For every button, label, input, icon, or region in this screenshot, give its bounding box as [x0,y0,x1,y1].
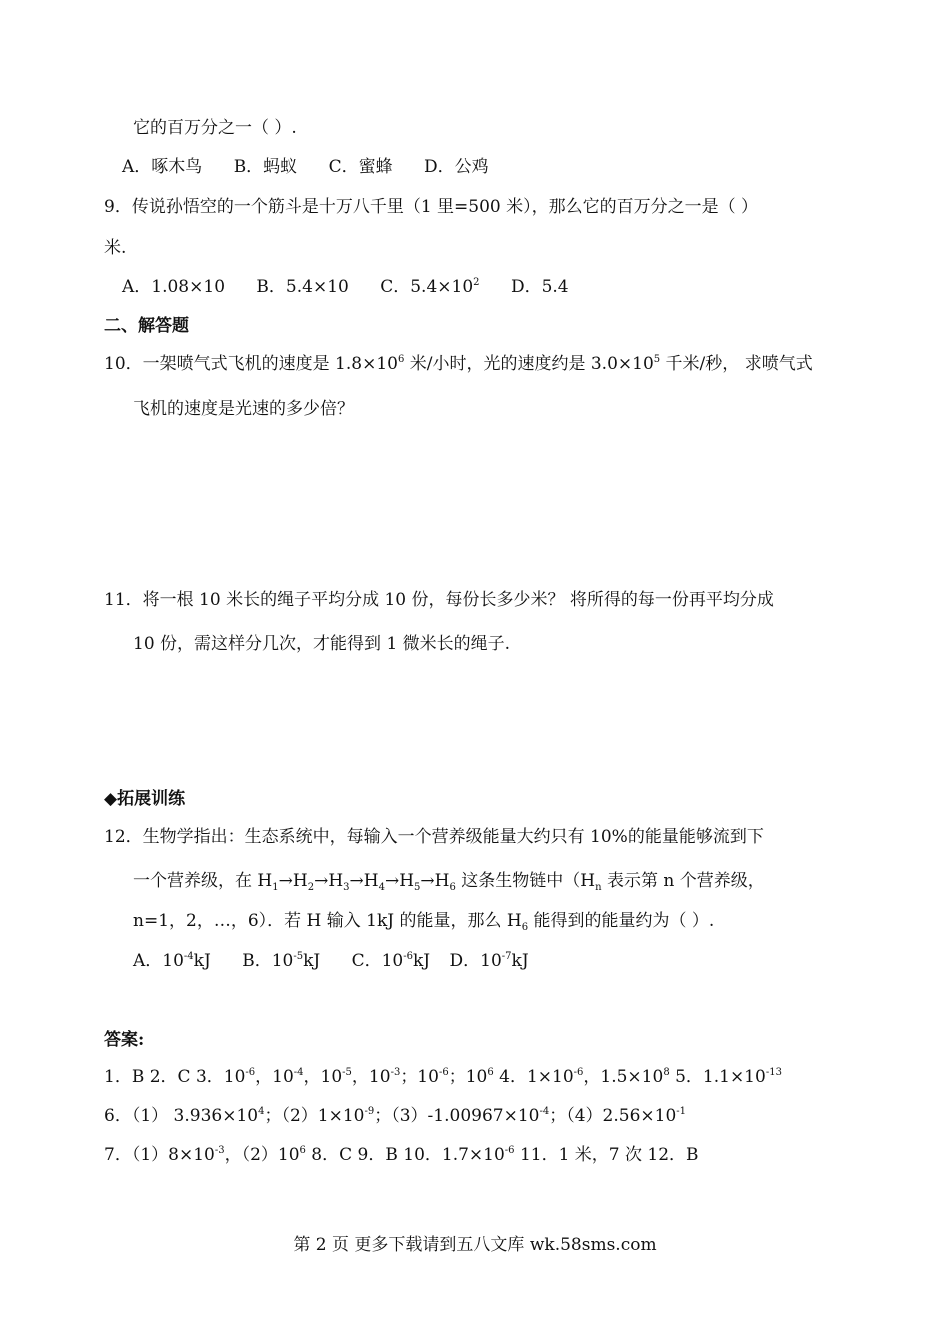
q12-option-d: D．$10^{-7}kJ$ [449,951,529,971]
q9-option-d: D．5.4 [510,277,569,297]
answers-heading: 答案: [104,1030,145,1050]
q9-option-a: A．1.08×10 [122,277,226,297]
q9-option-b: B．5.4×10 [256,277,349,297]
q12-option-a: A．$10^{-4}kJ$ [133,951,211,971]
q11-stem: 11．将一根 10 米长的绳子平均分成 10 份，每份长多少米？ 将所得的每一份再平均分成 [104,590,774,610]
page-footer: 第 2 页 更多下载请到五八文库 wk.58sms.com [293,1235,657,1255]
q9-stem-unit: 米. [104,238,127,258]
q11-stem-continuation: 10 份，需这样分几次，才能得到 1 微米长的绳子. [133,634,511,654]
q9-stem: 9．传说孙悟空的一个筋斗是十万八千里（1 里=500 米），那么它的百万分之一是（ ） [104,197,759,217]
q8-option-d: D．公鸡 [424,157,489,177]
section-heading-solutions: 二、解答题 [104,316,189,336]
section-heading-extension: ◆拓展训练 [104,789,186,809]
q9-option-c: C．$5.4\times 10^2$ [380,277,480,297]
q10-stem-continuation: 飞机的速度是光速的多少倍？ [133,399,354,419]
q8-stem-continuation: 它的百万分之一（ ）. [133,118,297,138]
q12-option-b: B．$10^{-5}kJ$ [242,951,321,971]
q12-options [133,950,529,972]
q12-option-c: C．$10^{-6}kJ$ [351,951,431,971]
q9-options [122,276,569,298]
q8-option-b: B．蚂蚁 [233,157,298,177]
answers-row-3: 7．$(1)8\times 10^{-3}$，$(2)10^6$ 8．C 9．B 10．$1.7\times 10^{-6}$ 11．1 米，7 次 12．B [104,1145,699,1165]
q8-option-a: A．啄木鸟 [122,157,203,177]
q8-option-c: C．蜜蜂 [328,157,393,177]
q12-stem-chain-line: 一个营养级，在 $H_1\to H_2\to H_3\to H_4\to H_5\to H_6$ 这条生物链中（$H_n$ 表示第 n 个营养级， [133,871,765,893]
q10-stem: 10．一架喷气式飞机的速度是 $1.8\times 10^6$ 米/小时，光的速度约是 $3.0\times 10^5$ 千米/秒， 求喷气式 [104,354,813,374]
answers-row-2: 6．（1） $3.936\times 10^4$；$(2)1\times 10^{-9}$；$(3)-1.00967\times 10^{-4}$；$(4)2.56\times 10^{-1}$ [104,1106,687,1126]
q8-options [122,156,489,178]
q12-stem: 12．生物学指出：生态系统中，每输入一个营养级能量大约只有 10%的能量能够流到下 [104,827,764,847]
answers-row-1: 1．B 2．C 3．$10^{-6}$，$10^{-4}$，$10^{-5}$，$10^{-3}$；$10^{-6}$；$10^6$ 4．$1\times 10^{-6}$，$1.5\times 10^8$ 5．$1.1\times 10^{-13}$ [104,1067,782,1087]
q12-stem-continuation: n=1，2，…，6）．若 H 输入 1kJ 的能量，那么 $H_6$ 能得到的能量约为（ ）. [133,911,715,933]
